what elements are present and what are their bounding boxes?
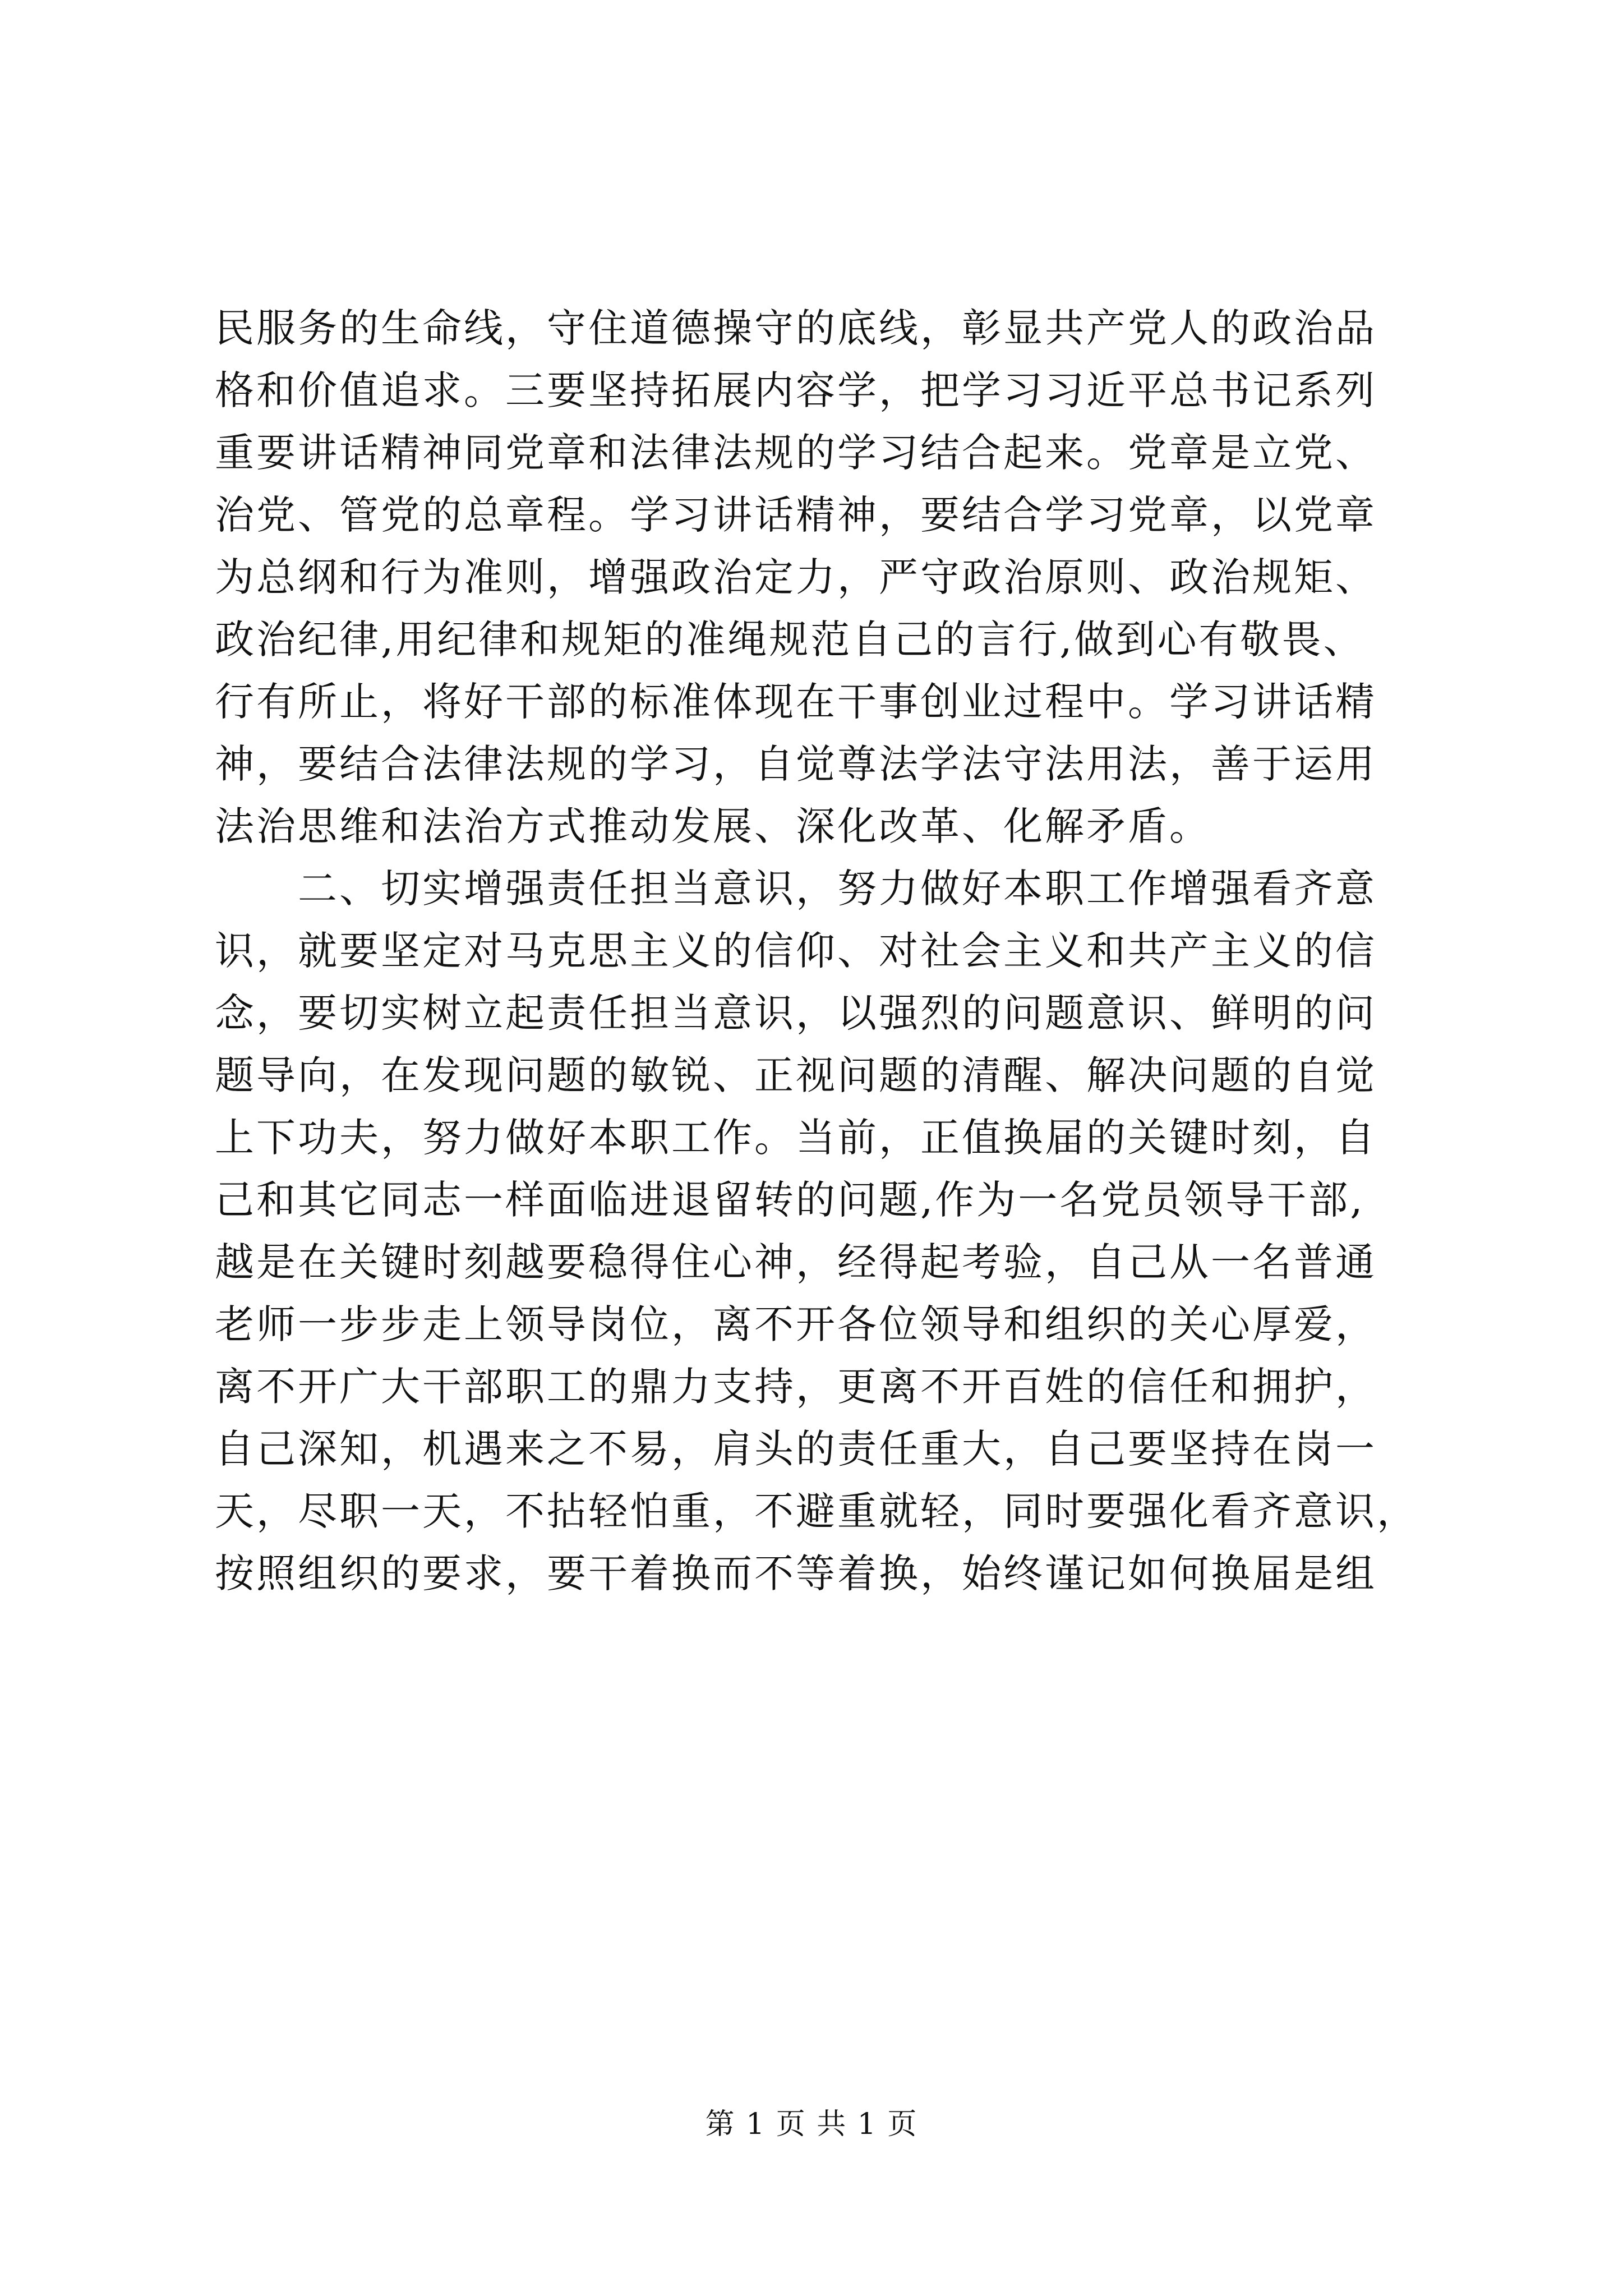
text-line: 民服务的生命线，守住道德操守的底线，彰显共产党人的政治品 <box>215 305 1377 351</box>
text-line: 按照组织的要求，要干着换而不等着换，始终谨记如何换届是组 <box>215 1550 1377 1596</box>
text-line: 念，要切实树立起责任担当意识，以强烈的问题意识、鲜明的问 <box>215 990 1377 1036</box>
text-line: 题导向，在发现问题的敏锐、正视问题的清醒、解决问题的自觉 <box>215 1052 1377 1098</box>
text-line: 老师一步步走上领导岗位，离不开各位领导和组织的关心厚爱， <box>215 1301 1377 1347</box>
body-text <box>215 297 1437 1605</box>
text-line: 上下功夫，努力做好本职工作。当前，正值换届的关键时刻，自 <box>215 1115 1377 1161</box>
text-line: 格和价值追求。三要坚持拓展内容学，把学习习近平总书记系列 <box>215 367 1377 413</box>
text-line: 识，就要坚定对马克思主义的信仰、对社会主义和共产主义的信 <box>215 928 1377 974</box>
text-line: 行有所止，将好干部的标准体现在干事创业过程中。学习讲话精 <box>215 679 1377 725</box>
text-line: 政治纪律,用纪律和规矩的准绳规范自己的言行,做到心有敬畏、 <box>215 616 1365 662</box>
text-line: 重要讲话精神同党章和法律法规的学习结合起来。党章是立党、 <box>215 430 1377 476</box>
text-line: 神，要结合法律法规的学习，自觉尊法学法守法用法，善于运用 <box>215 741 1377 787</box>
text-line: 为总纲和行为准则，增强政治定力，严守政治原则、政治规矩、 <box>215 554 1377 600</box>
text-line: 法治思维和法治方式推动发展、深化改革、化解矛盾。 <box>215 803 1211 849</box>
text-line: 治党、管党的总章程。学习讲话精神，要结合学习党章，以党章 <box>215 492 1377 538</box>
text-line: 离不开广大干部职工的鼎力支持，更离不开百姓的信任和拥护， <box>215 1364 1377 1410</box>
text-line: 己和其它同志一样面临进退留转的问题,作为一名党员领导干部, <box>215 1177 1365 1223</box>
text-line: 自己深知，机遇来之不易，肩头的责任重大，自己要坚持在岗一 <box>215 1426 1377 1472</box>
text-line: 越是在关键时刻越要稳得住心神，经得起考验，自己从一名普通 <box>215 1239 1377 1285</box>
text-line: 天，尽职一天，不拈轻怕重，不避重就轻，同时要强化看齐意识， <box>215 1488 1418 1534</box>
paragraph-heading-line: 二、切实增强责任担当意识，努力做好本职工作增强看齐意 <box>215 866 1377 912</box>
page-footer <box>0 2105 1623 2144</box>
page-number-label: 第 1 页 共 1 页 <box>705 2108 918 2141</box>
